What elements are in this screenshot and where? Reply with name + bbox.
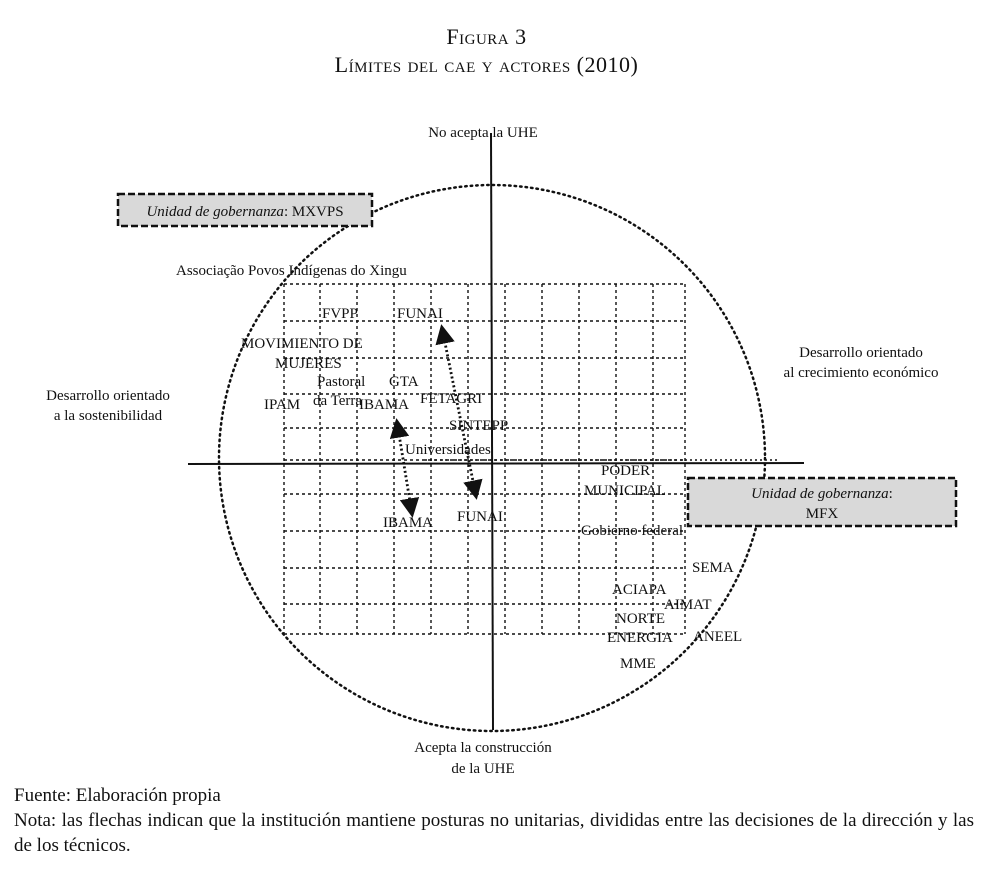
actor-fetagri: FETAGRI: [420, 391, 483, 407]
actor-mujeres: MUJERES: [275, 356, 342, 372]
governance-right-colon: :: [888, 486, 893, 502]
actor-pastoral: Pastoral: [317, 374, 366, 390]
actor-da-terra: da Terra: [313, 393, 363, 409]
footnote: Nota: las flechas indican que la institución mantiene posturas no unitarias, divididas entre las decisiones de la dirección y las de los técnicos.: [14, 810, 974, 856]
actor-norte: NORTE: [616, 611, 666, 627]
governance-right-text: [751, 486, 893, 502]
actor-aimat: AIMAT: [664, 597, 712, 613]
axis-label-top: No acepta la UHE: [428, 125, 538, 141]
actor-fvpp: FVPP: [322, 306, 358, 322]
governance-right-label: Unidad de gobernanza: [751, 486, 889, 502]
actor-funai-top: FUNAI: [397, 306, 443, 322]
actor-movimiento: MOVIMIENTO DE: [241, 336, 363, 352]
arrow-funai: [442, 328, 476, 496]
governance-left-text: [146, 204, 343, 220]
axis-label-right-line2: al crecimiento económico: [783, 365, 939, 381]
governance-left-value: MXVPS: [291, 204, 344, 220]
axis-label-bottom-line2: de la UHE: [451, 761, 515, 777]
source-note: Fuente: Elaboración propia: [14, 785, 221, 806]
axis-label-left-line2: a la sostenibilidad: [53, 408, 163, 424]
actor-mme: MME: [620, 656, 656, 672]
actor-associacao: Associação Povos Indígenas do Xingu: [176, 263, 407, 279]
governance-left-colon: :: [283, 204, 292, 220]
actor-ibama-bottom: IBAMA: [383, 515, 434, 531]
figure-number: Figura 3: [446, 24, 527, 49]
actor-poder: PODER: [601, 463, 651, 479]
actor-ibama-top: IBAMA: [359, 397, 410, 413]
actor-municipal: MUNICIPAL: [584, 483, 666, 499]
actor-ipam: IPAM: [264, 397, 301, 413]
actor-sintepp: SINTEPP: [449, 418, 509, 434]
arrow-ibama: [397, 422, 412, 514]
actor-gta: GTA: [389, 374, 419, 390]
figure-title: Límites del cae y actores (2010): [334, 52, 639, 77]
actor-aneel: ANEEL: [693, 629, 743, 645]
governance-left-label: Unidad de gobernanza: [146, 204, 284, 220]
axis-label-right-line1: Desarrollo orientado: [799, 345, 923, 361]
actor-gobierno-federal: Gobierno federal: [581, 523, 684, 539]
actor-aciapa: ACIAPA: [612, 582, 667, 598]
governance-right-value: MFX: [805, 506, 839, 522]
actor-universidades: Universidades: [405, 442, 491, 458]
actor-sema: SEMA: [692, 560, 734, 576]
axis-label-left-line1: Desarrollo orientado: [46, 388, 170, 404]
horizontal-axis: [188, 463, 804, 464]
actor-energia: ENERGIA: [607, 630, 673, 646]
actor-funai-bottom: FUNAI: [457, 509, 503, 525]
axis-label-bottom-line1: Acepta la construcción: [414, 740, 552, 756]
